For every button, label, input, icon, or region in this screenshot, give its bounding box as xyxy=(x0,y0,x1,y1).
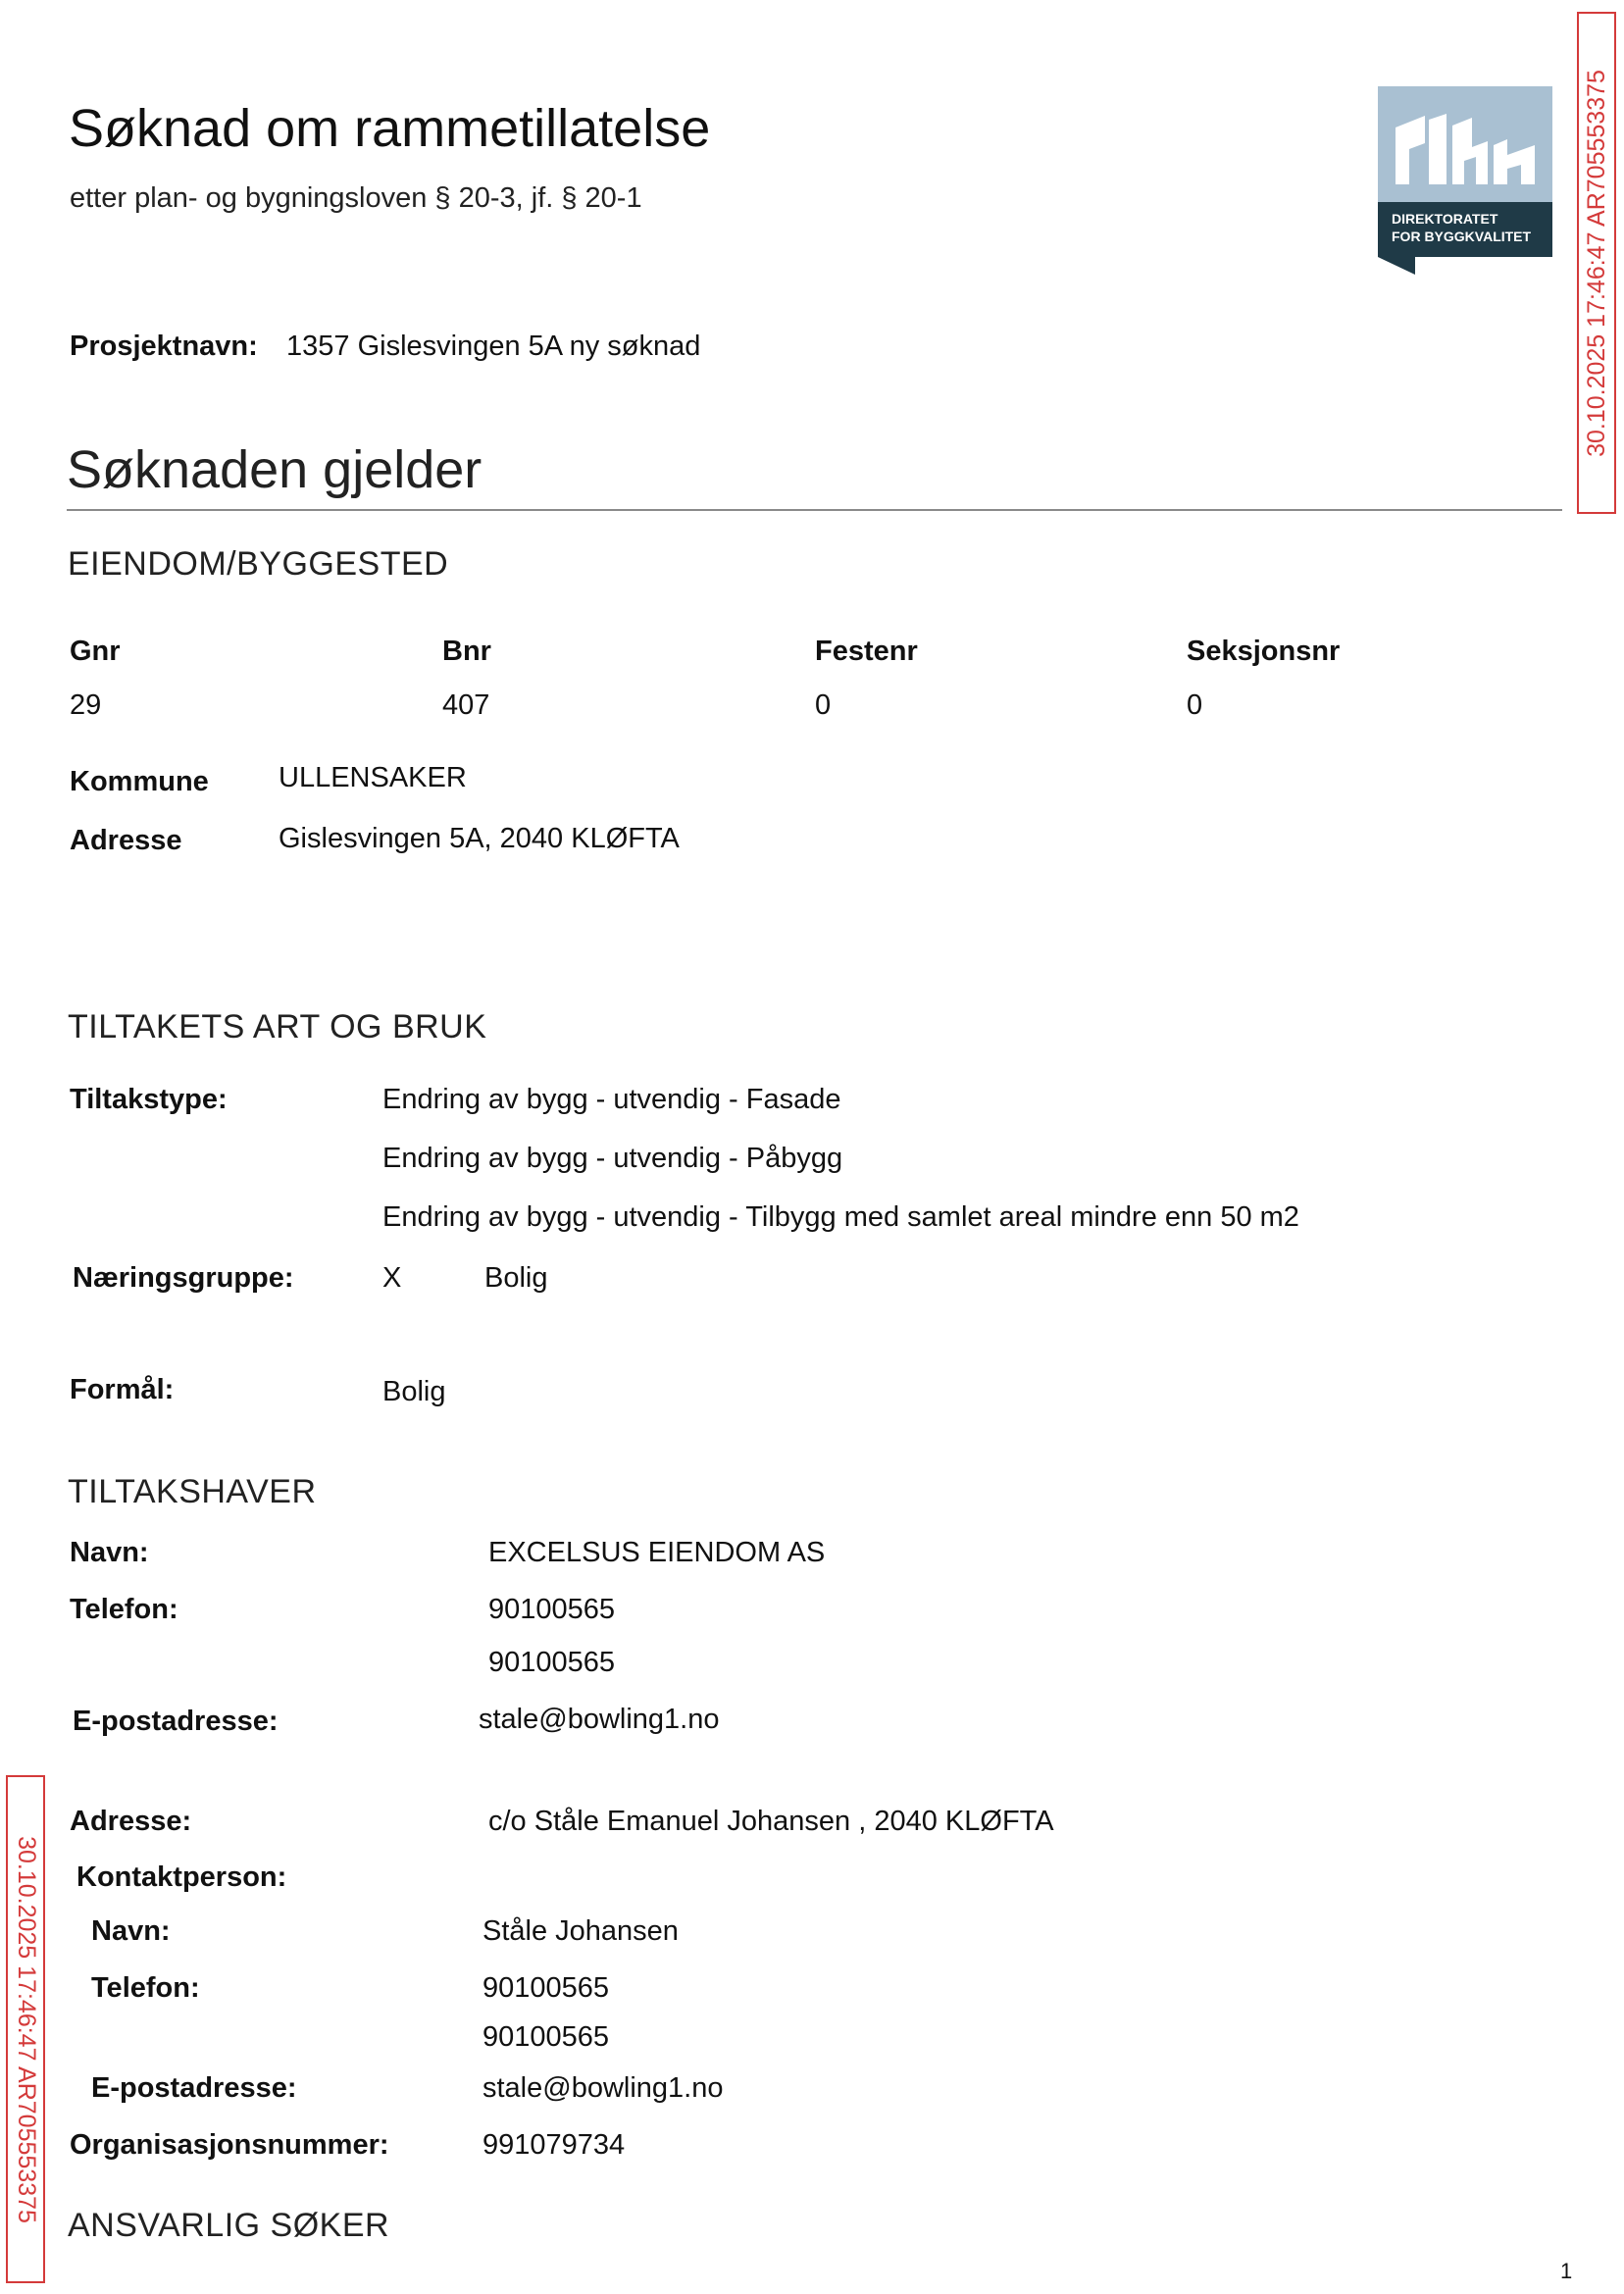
property-heading: EIENDOM/BYGGESTED xyxy=(68,545,449,583)
column-gnr: Gnr xyxy=(70,636,121,667)
section-title: Søknaden gjelder xyxy=(67,440,482,499)
section-divider xyxy=(67,509,1562,511)
tiltakshaver-navn-label: Navn: xyxy=(70,1537,149,1568)
adresse-label: Adresse xyxy=(70,825,182,856)
ansvarlig-soker-heading: ANSVARLIG SØKER xyxy=(68,2207,390,2244)
value-seksjonsnr: 0 xyxy=(1187,689,1203,721)
tiltakshaver-telefon-value: 90100565 xyxy=(488,1647,616,1678)
adresse-value: Gislesvingen 5A, 2040 KLØFTA xyxy=(279,823,680,854)
formaal-value: Bolig xyxy=(382,1376,446,1407)
naeringsgruppe-code: X xyxy=(382,1262,402,1294)
tiltakshaver-adresse-label: Adresse: xyxy=(70,1806,192,1837)
timestamp-stamp-left: 30.10.2025 17:46:47 AR705553375 xyxy=(6,1775,45,2283)
timestamp-stamp-right: 30.10.2025 17:46:47 AR705553375 xyxy=(1577,12,1616,514)
tiltakshaver-heading: TILTAKSHAVER xyxy=(68,1473,317,1510)
value-bnr: 407 xyxy=(442,689,490,721)
kontakt-navn-label: Navn: xyxy=(91,1915,171,1947)
logo-line1: DIREKTORATET xyxy=(1392,211,1498,227)
tiltakshaver-epost-label: E-postadresse: xyxy=(73,1706,279,1737)
kontakt-epost-label: E-postadresse: xyxy=(91,2072,297,2104)
tiltakshaver-telefon-value: 90100565 xyxy=(488,1594,616,1625)
page-title: Søknad om rammetillatelse xyxy=(69,99,711,158)
naeringsgruppe-value: Bolig xyxy=(484,1262,548,1294)
tiltakshaver-adresse-value: c/o Ståle Emanuel Johansen , 2040 KLØFTA xyxy=(488,1806,1054,1837)
page-number: 1 xyxy=(1560,2259,1573,2283)
formaal-label: Formål: xyxy=(70,1374,175,1405)
value-gnr: 29 xyxy=(70,689,102,721)
kommune-value: ULLENSAKER xyxy=(279,762,467,793)
dibk-logo-icon xyxy=(1378,86,1552,275)
tiltakshaver-epost-value: stale@bowling1.no xyxy=(479,1704,720,1735)
column-festenr: Festenr xyxy=(815,636,918,667)
organisasjonsnummer-value: 991079734 xyxy=(482,2129,626,2161)
kontakt-epost-value: stale@bowling1.no xyxy=(482,2072,724,2104)
tiltakstype-item: Endring av bygg - utvendig - Påbygg xyxy=(382,1143,843,1174)
project-value: 1357 Gislesvingen 5A ny søknad xyxy=(286,331,701,362)
naeringsgruppe-label: Næringsgruppe: xyxy=(73,1262,294,1294)
organisasjonsnummer-label: Organisasjonsnummer: xyxy=(70,2129,389,2161)
value-festenr: 0 xyxy=(815,689,832,721)
page-subtitle: etter plan- og bygningsloven § 20-3, jf. § 20-1 xyxy=(70,182,642,214)
tiltakshaver-telefon-label: Telefon: xyxy=(70,1594,178,1625)
tiltakshaver-navn-value: EXCELSUS EIENDOM AS xyxy=(488,1537,826,1568)
kontakt-telefon-value: 90100565 xyxy=(482,1972,610,2004)
kontakt-telefon-label: Telefon: xyxy=(91,1972,200,2004)
tiltak-heading: TILTAKETS ART OG BRUK xyxy=(68,1008,487,1045)
kontaktperson-label: Kontaktperson: xyxy=(76,1861,287,1893)
kontakt-telefon-value: 90100565 xyxy=(482,2021,610,2053)
tiltakstype-label: Tiltakstype: xyxy=(70,1084,228,1115)
tiltakstype-item: Endring av bygg - utvendig - Fasade xyxy=(382,1084,841,1115)
project-label: Prosjektnavn: xyxy=(70,331,258,362)
column-seksjonsnr: Seksjonsnr xyxy=(1187,636,1341,667)
kommune-label: Kommune xyxy=(70,766,209,797)
column-bnr: Bnr xyxy=(442,636,491,667)
tiltakstype-item: Endring av bygg - utvendig - Tilbygg med samlet areal mindre enn 50 m2 xyxy=(382,1201,1299,1233)
logo-line2: FOR BYGGKVALITET xyxy=(1392,229,1532,244)
kontakt-navn-value: Ståle Johansen xyxy=(482,1915,679,1947)
